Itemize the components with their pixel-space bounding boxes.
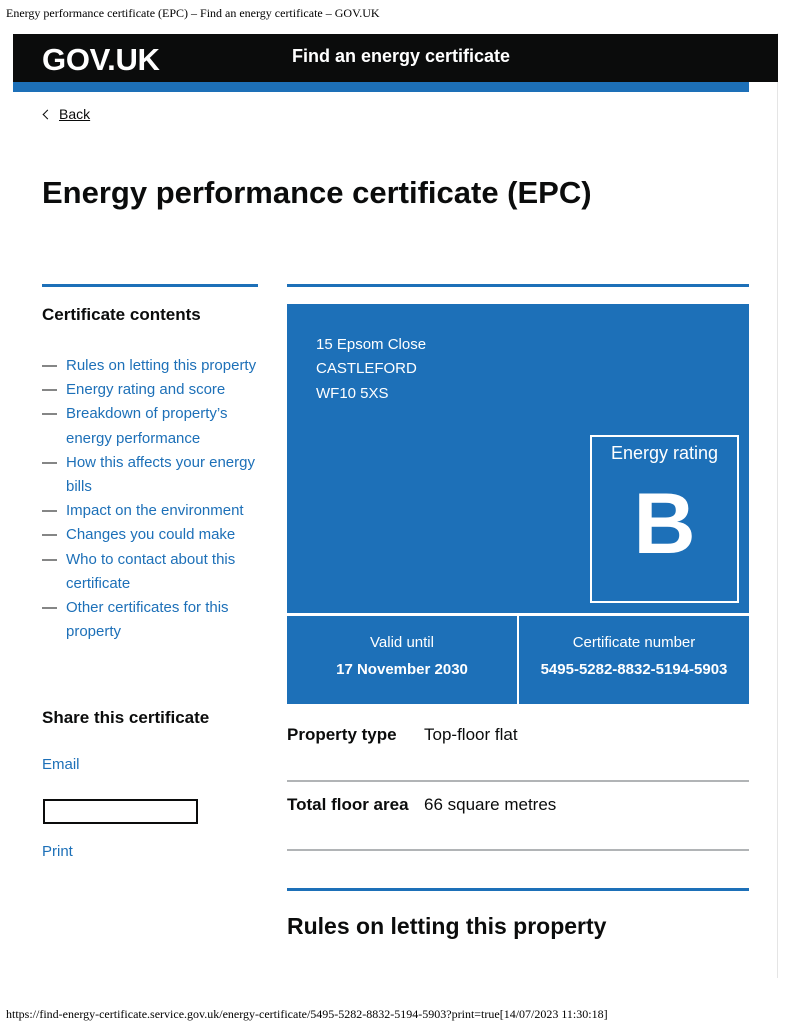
contents-item: [42, 451, 262, 499]
govuk-header: [13, 34, 778, 82]
header-blue-bar: [13, 82, 749, 92]
energy-rating-label: Energy rating: [610, 443, 719, 463]
certificate-contents-heading: Certificate contents: [42, 305, 201, 324]
valid-until-cell: [287, 616, 517, 704]
certificate-number-cell: [519, 616, 749, 704]
summary-row-property-type: [287, 712, 749, 782]
dash-marker: —: [42, 599, 57, 617]
print-page-title: Energy performance certificate (EPC) – Find an energy certificate – GOV.UK: [6, 6, 380, 20]
email-link[interactable]: Email: [42, 756, 80, 773]
dash-marker: —: [42, 381, 57, 399]
summary-row-floor-area: [287, 782, 749, 851]
contents-link-environment[interactable]: Impact on the environment: [66, 502, 244, 520]
property-type-value: Top-floor flat: [424, 725, 518, 744]
contents-link-energy-bills[interactable]: How this affects your energy bills: [66, 453, 255, 496]
contents-link-changes[interactable]: Changes you could make: [66, 526, 236, 544]
dash-marker: —: [42, 526, 57, 544]
sidebar-top-rule: [42, 284, 258, 287]
contents-item: [42, 378, 262, 402]
page-title: Energy performance certificate (EPC): [42, 175, 592, 210]
contents-item: [42, 596, 262, 644]
contents-link-other-certificates[interactable]: Other certificates for this property: [66, 599, 229, 641]
floor-area-value: 66 square metres: [424, 795, 557, 814]
dash-marker: —: [42, 502, 57, 520]
property-type-label: Property type: [287, 725, 397, 744]
certificate-summary-box: [287, 304, 749, 613]
floor-area-label: Total floor area: [287, 795, 409, 814]
contents-item: [42, 402, 262, 450]
energy-rating-letter: B: [633, 476, 696, 572]
contents-item: [42, 523, 262, 547]
contents-link-who-to-contact[interactable]: Who to contact about this certificate: [66, 550, 236, 592]
address-line-1: 15 Epsom Close: [316, 336, 427, 353]
govuk-logo-link[interactable]: GOV.UK: [42, 42, 160, 77]
chevron-left-icon: [43, 109, 53, 119]
certificate-meta: [287, 616, 749, 704]
certificate-number-label: Certificate number: [572, 634, 696, 651]
dash-marker: —: [42, 550, 57, 568]
certificate-number-value: 5495-5282-8832-5194-5903: [540, 661, 728, 678]
print-link[interactable]: Print: [42, 843, 73, 860]
contents-item: [42, 548, 262, 596]
valid-until-label: Valid until: [370, 634, 434, 651]
rules-on-letting-heading: Rules on letting this property: [287, 913, 607, 939]
contents-link-breakdown[interactable]: Breakdown of property’s energy performance: [66, 405, 228, 447]
address-line-2: CASTLEFORD: [316, 360, 417, 378]
print-footer-url: https://find-energy-certificate.service.gov.uk/energy-certificate/5495-5282-8832-5194-5903?print=true[14/07/2023 11:30:18]: [6, 1007, 608, 1021]
dash-marker: —: [42, 405, 57, 423]
section-top-rule: [287, 888, 749, 891]
dash-marker: —: [42, 357, 57, 374]
share-heading: Share this certificate: [42, 708, 210, 727]
address-line-3: WF10 5XS: [316, 384, 389, 402]
certificate-contents-list: [42, 354, 262, 644]
contents-link-rules-on-letting[interactable]: Rules on letting this property: [66, 357, 257, 374]
property-summary-list: [287, 712, 749, 851]
back-link-label: Back: [59, 106, 91, 122]
contents-item: [42, 354, 262, 378]
main-top-rule: [287, 284, 749, 287]
copy-link-field[interactable]: [43, 799, 198, 824]
back-link[interactable]: [42, 106, 90, 122]
service-name-link[interactable]: Find an energy certificate: [292, 46, 511, 66]
energy-rating-box: [590, 435, 739, 603]
dash-marker: —: [42, 453, 57, 471]
valid-until-value: 17 November 2030: [336, 661, 468, 678]
contents-link-energy-rating[interactable]: Energy rating and score: [66, 381, 226, 399]
contents-item: [42, 499, 262, 523]
property-address: [316, 333, 426, 406]
